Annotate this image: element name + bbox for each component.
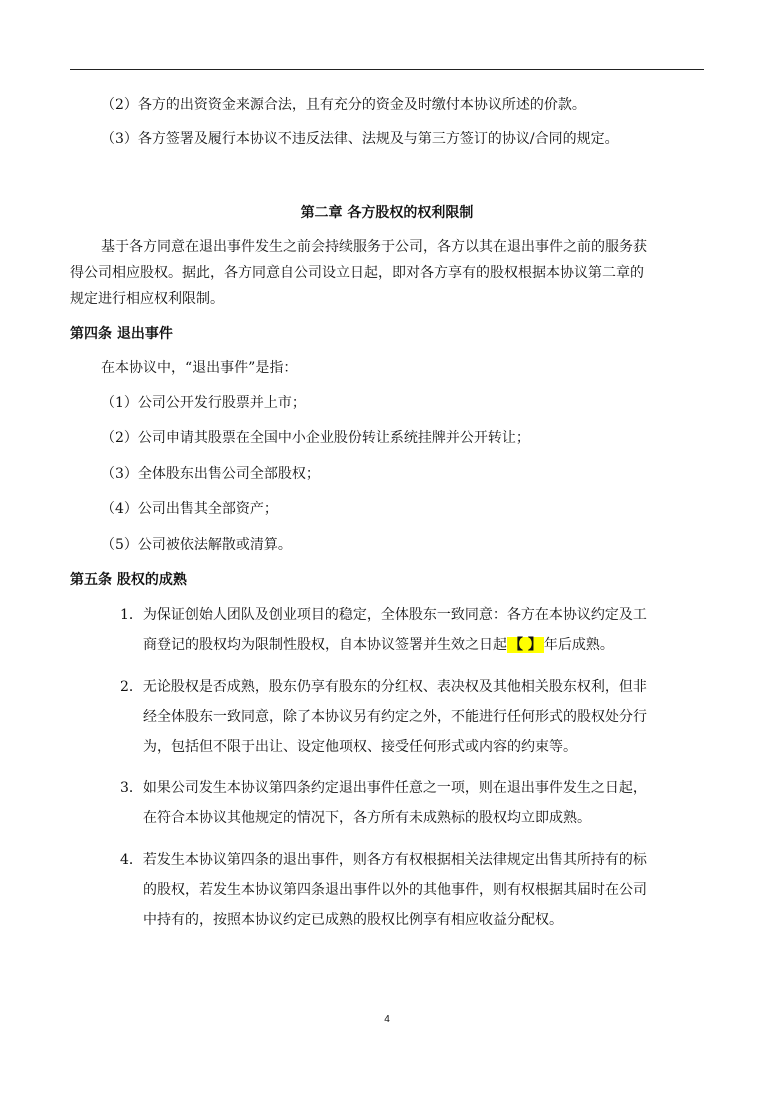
- article-5-para-1-line-1: 1．为保证创始人团队及创业项目的稳定，全体股东一致同意：各方在本协议约定及工: [120, 607, 647, 623]
- article-4-heading: 第四条 退出事件: [70, 326, 173, 342]
- exit-event-item: （4）公司出售其全部资产；: [101, 501, 278, 517]
- article-5-para-3-line-1: 3．如果公司发生本协议第四条约定退出事件任意之一项，则在退出事件发生之日起，: [120, 780, 647, 796]
- clause-item-3: （3）各方签署及履行本协议不违反法律、法规及与第三方签订的协议/合同的规定。: [101, 131, 619, 147]
- vesting-years-blank: 【 】: [509, 637, 542, 653]
- exit-event-item: （3）全体股东出售公司全部股权；: [101, 466, 320, 482]
- exit-event-item: （5）公司被依法解散或清算。: [101, 537, 292, 553]
- chapter-intro-line-3: 规定进行相应权利限制。: [70, 291, 224, 307]
- article-5-para-2-line-1: 2．无论股权是否成熟，股东仍享有股东的分红权、表决权及其他相关股东权利，但非: [120, 679, 647, 695]
- article-5-para-2-line-3: 为，包括但不限于出让、设定他项权、接受任何形式或内容的约束等。: [143, 739, 577, 755]
- para-1-text-before: 商登记的股权均为限制性股权，自本协议签署并生效之日起: [143, 637, 507, 653]
- exit-event-item: （2）公司申请其股票在全国中小企业股份转让系统挂牌并公开转让；: [101, 430, 530, 446]
- article-5-para-4-line-2: 的股权，若发生本协议第四条退出事件以外的其他事件，则有权根据其届时在公司: [143, 882, 647, 898]
- header-rule: [70, 69, 704, 70]
- article-5-para-3-line-2: 在符合本协议其他规定的情况下，各方所有未成熟标的股权均立即成熟。: [143, 810, 591, 826]
- para-1-text-after: 年后成熟。: [543, 637, 614, 653]
- article-5-para-4-line-1: 4．若发生本协议第四条的退出事件，则各方有权根据相关法律规定出售其所持有的标: [120, 852, 647, 868]
- article-5-para-1-line-2: [143, 635, 614, 655]
- article-5-para-2-line-2: 经全体股东一致同意，除了本协议另有约定之外，不能进行任何形式的股权处分行: [143, 709, 647, 725]
- chapter-title: 第二章 各方股权的权利限制: [300, 205, 474, 221]
- article-5-heading: 第五条 股权的成熟: [70, 572, 187, 588]
- chapter-intro-line-2: 得公司相应股权。据此，各方同意自公司设立日起，即对各方享有的股权根据本协议第二章的: [70, 265, 644, 281]
- chapter-intro-line-1: 基于各方同意在退出事件发生之前会持续服务于公司，各方以其在退出事件之前的服务获: [101, 239, 647, 255]
- exit-event-item: （1）公司公开发行股票并上市；: [101, 395, 306, 411]
- article-5-para-4-line-3: 中持有的，按照本协议约定已成熟的股权比例享有相应收益分配权。: [143, 912, 563, 928]
- article-4-intro: 在本协议中，“退出事件”是指：: [101, 360, 298, 376]
- clause-item-2: （2）各方的出资资金来源合法，且有充分的资金及时缴付本协议所述的价款。: [101, 97, 586, 113]
- page-number: 4: [384, 1014, 390, 1025]
